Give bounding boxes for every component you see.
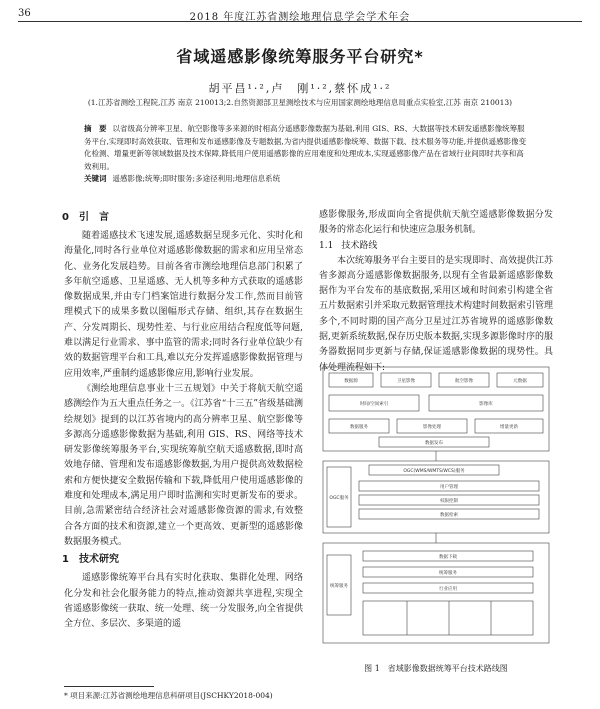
label-b14: 数据检索	[440, 513, 458, 518]
label-b6: 影像库	[479, 402, 493, 407]
tech-heading-number: 1	[62, 554, 69, 566]
label-b7: 数据服务	[350, 425, 368, 430]
page-number: 36	[18, 8, 31, 19]
right-column	[319, 208, 553, 376]
intro-heading-text: 引 言	[78, 212, 109, 223]
tech-heading-text: 技术研究	[78, 554, 119, 566]
keywords-label: 关键词	[84, 174, 107, 183]
abstract	[84, 123, 529, 173]
page-header	[18, 6, 582, 22]
figure-flowchart	[319, 365, 553, 653]
label-b2: 卫星影像	[397, 379, 415, 384]
label-b15: 数据下载	[439, 555, 457, 560]
footnote-rule	[64, 686, 154, 687]
intro-paragraph-1: 随着遥感技术飞速发展,遥感数据呈现多元化、实时化和海量化,同时各行业单位对遥感影像数据的需求和应用呈常态化、业务化发展趋势。目前各省市测绘地理信息部门积累了多年航空遥感、卫星遥感、无人机等多种方式获取的遥感影像数据成果,并由专门档案馆进行数据分发工作,然而目前管理模式下的成果多数以图幅形式存储、组织,其存在数据生产、分发周期长、现势性差、与行业应用结合程度低等问题,难以满足行业需求、事中监管的需求;同时各行业单位缺少有效的数据管理平台和工具,难以充分发挥遥感影像数据管理与应用效率,严重制约遥感影像应用,影响行业发展。	[64, 231, 303, 379]
keywords	[84, 173, 529, 185]
abstract-text: 以省级高分辨率卫星、航空影像等多来源的时相高分遥感影像数据为基础,利用 GIS、RS、大数据等技术研发遥感影像统筹服务平台,实现即时高效获取、管理和发布遥感影像及专题数据,为省内提供遥感影像统筹、数据下载、技术服务等功能,并提供遥感影像变化检测、增量更新等领域数据及技术保障,降低用户使用遥感影像的应用难度和处理成本,实现遥感影像产品在省域行业间即时共享和高效利用。	[84, 124, 527, 171]
label-b10: 数据发布	[425, 441, 443, 446]
footnote: * 项目来源:江苏省测绘地理信息科研项目(JSCHKY2018-004)	[64, 691, 273, 700]
label-b3: 航空影像	[455, 379, 473, 384]
intro-heading-number: 0	[62, 212, 69, 223]
tech-heading	[62, 552, 303, 567]
label-b13: 权限控制	[440, 499, 458, 504]
label-s1: OGC服务	[329, 496, 349, 501]
label-b5: 时间/空间索引	[359, 402, 389, 407]
label-b8: 影像处理	[423, 425, 441, 430]
paper-authors: 胡平昌¹·²,卢 刚¹·²,蔡怀成¹·²	[208, 82, 392, 95]
paper-title: 省域遥感影像统筹服务平台研究*	[176, 47, 424, 66]
intro-paragraph-2: 《测绘地理信息事业十三五规划》中关于将航天航空遥感测绘作为五大重点任务之一。《江苏省“十三五”省级基础测绘规划》提到的以江苏省境内的高分辨率卫星、航空影像等多源高分遥感影像数据为基础,利用 GIS、RS、网络等技术研发影像统筹服务平台,实现统筹航空航天遥感数据,即时高效地存储、管理和发布遥感影像数据,为用户提供高效数据检索和方便快捷安全数据传输和下载,降低用户使用遥感影像的难度和处理成本,满足用户即时监测和实时更新发布的要求。目前,急需紧密结合经济社会对遥感影像资源的需求,有效整合各方面的技术和资源,建立一个更高效、更新型的遥感影像数据服务模式。	[64, 383, 303, 547]
label-b11: OGC(WMS/WMTS/WCS)服务	[403, 469, 465, 474]
keywords-text: 遥感影像;统筹;即时服务;多途径利用;地理信息系统	[112, 174, 281, 183]
label-b17: 行业应用	[439, 587, 457, 592]
box-app-group	[363, 601, 533, 635]
conference-name: 2018 年度江苏省测绘地理信息学会学术年会	[189, 12, 411, 23]
right-paragraph-1: 本次统筹服务平台主要目的是实现即时、高效提供江苏省多源高分遥感影像数据服务,以现有全省最新遥感影像数据作为平台发布的基底数据,采用区域和时间索引构建全省五片数据索引并采取元数据管理技术构建时间数据索引管理多个,不同时期的国产高分卫星过江苏省境界的遥感影像数据,更新系统数据,保存历史版本数据,实现多源影像时序的服务器数据同步更新与存储,保证遥感影像数据的现势性。具体处理流程如下:	[319, 255, 554, 373]
tech-paragraph-1: 遥感影像统筹平台具有实时化获取、集群化处理、网络化分发和社会化服务能力的特点,推动资源共享进程,实现全省遥感影像统一获取、统一处理、统一分发服务,向全省提供全方位、多层次、多渠道的遥	[64, 573, 303, 630]
left-column	[64, 208, 303, 632]
subsection-title: 技术路线	[341, 240, 378, 251]
intro-heading	[62, 210, 303, 225]
label-b4: 元数据	[513, 379, 527, 384]
author-affiliation: (1.江苏省测绘工程院,江苏 南京 210013;2.自然资源部卫星测绘技术与应用国家测绘地理信息局重点实验室,江苏 南京 210013)	[87, 98, 513, 107]
label-b9: 增量更新	[500, 425, 518, 430]
label-b12: 用户管理	[440, 485, 458, 490]
right-paragraph-continued: 感影像服务,形成面向全省提供航天航空遥感影像数据分发服务的常态化运行和快速应急服务机制。	[319, 210, 553, 236]
label-s2: 统筹服务	[330, 584, 348, 589]
label-b16: 统筹服务	[439, 571, 457, 576]
subsection-heading	[319, 239, 553, 254]
abstract-label: 摘 要	[84, 124, 107, 133]
label-b1: 数据源	[344, 379, 358, 384]
figure-caption: 图 1 省域影像数据统筹平台技术路线图	[364, 664, 508, 673]
subsection-number: 1.1	[319, 240, 334, 251]
